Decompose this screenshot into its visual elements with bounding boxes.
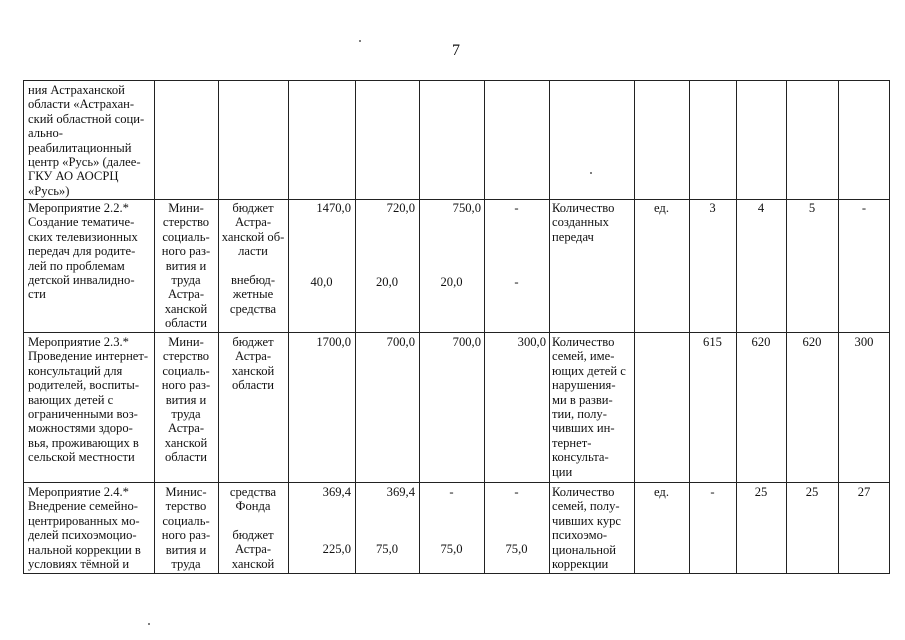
- executor-cell: Мини- стерство социаль- ного раз- вития и труда Астра- ханской области: [161, 335, 211, 465]
- funding-source-cell: средства Фонда: [229, 485, 277, 514]
- total-cell: 1700,0: [316, 335, 351, 349]
- year-value-cell: -: [514, 275, 519, 289]
- indicator-value-cell: 25: [754, 485, 768, 499]
- total-cell: 40,0: [310, 275, 333, 289]
- funding-source-cell: бюджет Астра- ханской об- ласти: [221, 201, 285, 259]
- activity-cell: Мероприятие 2.3.* Проведение интернет- консультаций для родителей, воспиты- вающих детей с ограниченными воз- можностями здоро- вья, проживающих в сельской местности: [28, 335, 149, 465]
- year-value-cell: 700,0: [386, 335, 415, 349]
- year-value-cell: -: [449, 485, 454, 499]
- indicator-value-cell: 300: [854, 335, 874, 349]
- indicator-value-cell: 4: [757, 201, 765, 215]
- total-cell: 225,0: [322, 542, 351, 556]
- year-value-cell: 75,0: [505, 542, 528, 556]
- funding-source-cell: внебюд- жетные средства: [229, 273, 277, 316]
- indicator-value-cell: 25: [805, 485, 819, 499]
- year-value-cell: 700,0: [452, 335, 481, 349]
- page-number: 7: [452, 42, 460, 59]
- row-divider: [24, 199, 889, 200]
- unit-cell: ед.: [654, 485, 669, 499]
- indicator-value-cell: 27: [857, 485, 871, 499]
- executor-cell: Минис- терство социаль- ного раз- вития и труда: [161, 485, 211, 572]
- col-divider: [549, 81, 550, 573]
- year-value-cell: 20,0: [440, 275, 463, 289]
- funding-source-cell: бюджет Астра- ханской области: [231, 335, 275, 393]
- indicator-value-cell: 620: [751, 335, 771, 349]
- year-value-cell: 369,4: [386, 485, 415, 499]
- indicator-value-cell: -: [861, 201, 867, 215]
- indicator-value-cell: 5: [808, 201, 816, 215]
- activity-cell: Мероприятие 2.2.* Создание тематиче- ских телевизионных передач для родите- лей по проблемам детской инвалидно- сти: [28, 201, 138, 302]
- year-value-cell: -: [514, 201, 519, 215]
- indicator-value-cell: 615: [703, 335, 722, 349]
- executor-cell: Мини- стерство социаль- ного раз- вития и труда Астра- ханской области: [161, 201, 211, 331]
- indicator-value-cell: -: [710, 485, 715, 499]
- year-value-cell: 300,0: [517, 335, 546, 349]
- indicator-value-cell: 3: [709, 201, 716, 215]
- indicator-cell: Количество семей, полу- чивших курс психоэмо- циональной коррекции: [552, 485, 622, 572]
- activity-cell: ния Астраханской области «Астрахан- ский областной соци- ально- реабилитационный центр «Русь» (далее- ГКУ АО АОСРЦ «Русь»): [28, 83, 145, 198]
- row-divider: [24, 482, 889, 483]
- unit-cell: ед.: [654, 201, 669, 215]
- scan-speck: [148, 623, 150, 625]
- total-cell: 1470,0: [316, 201, 351, 215]
- year-value-cell: 720,0: [386, 201, 415, 215]
- year-value-cell: 75,0: [440, 542, 463, 556]
- total-cell: 369,4: [322, 485, 351, 499]
- year-value-cell: 20,0: [375, 275, 399, 289]
- row-divider: [24, 332, 889, 333]
- year-value-cell: 750,0: [452, 201, 481, 215]
- indicator-cell: Количество созданных передач: [552, 201, 615, 244]
- scan-speck: [590, 172, 592, 174]
- activity-cell: Мероприятие 2.4.* Внедрение семейно- центрированных мо- делей психоэмоцио- нальной коррекции в условиях тёмной и: [28, 485, 141, 572]
- indicator-cell: Количество семей, име- ющих детей с нарушения- ми в разви- тии, полу- чивших ин- тернет- консульта- ции: [552, 335, 626, 479]
- funding-source-cell: бюджет Астра- ханской: [231, 528, 275, 571]
- scan-speck: [359, 40, 361, 42]
- program-table: [23, 80, 890, 574]
- indicator-value-cell: 620: [802, 335, 822, 349]
- year-value-cell: -: [514, 485, 519, 499]
- year-value-cell: 75,0: [375, 542, 399, 556]
